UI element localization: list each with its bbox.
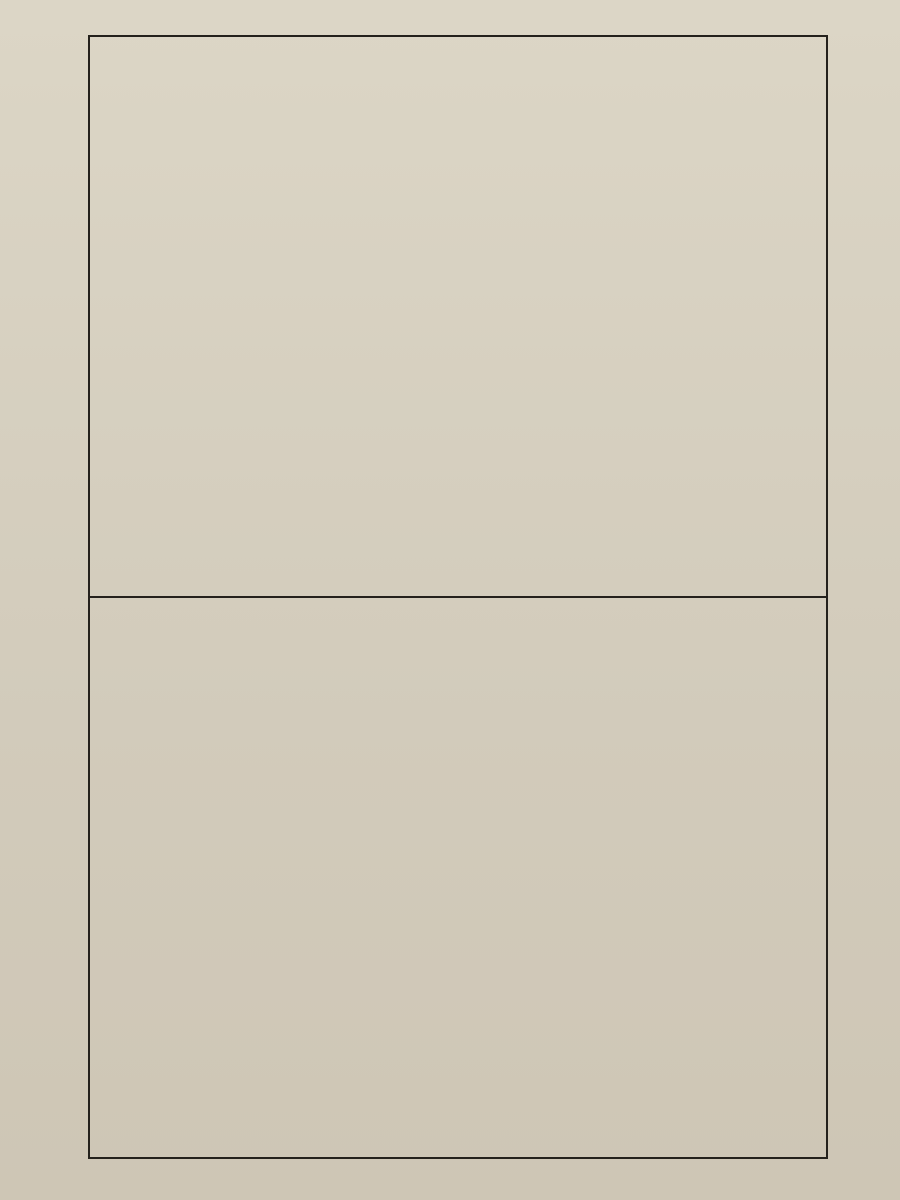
running-header (838, 160, 858, 310)
section-divider (88, 596, 826, 598)
